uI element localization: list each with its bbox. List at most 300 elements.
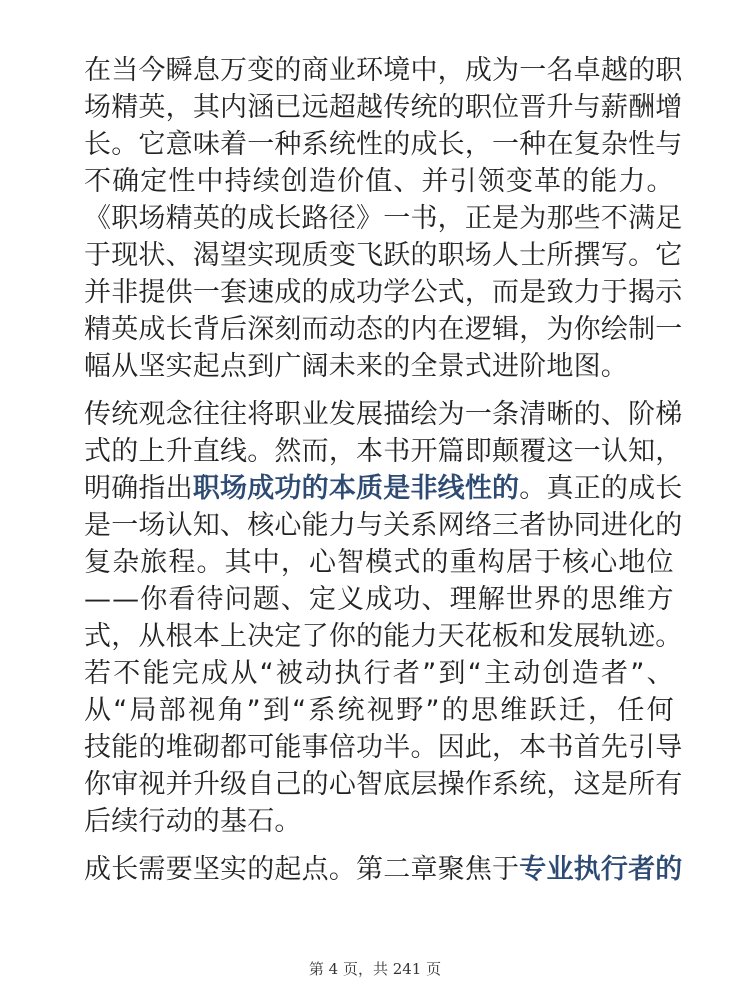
body-text: 为 — [437, 399, 465, 430]
body-text: 心 — [590, 547, 618, 578]
body-text: 瞬 — [165, 55, 193, 86]
body-text: 中 — [196, 166, 224, 197]
body-text: 角 — [217, 695, 245, 726]
body-text: 些 — [573, 203, 601, 234]
text-line — [84, 507, 683, 544]
body-text: 复 — [573, 129, 601, 160]
body-text: 居 — [505, 547, 534, 578]
emphasis-text: 是 — [383, 473, 411, 504]
body-text: 出 — [165, 473, 193, 504]
body-text: 解 — [477, 584, 505, 615]
body-text: 英 — [192, 203, 221, 234]
body-text: 跃 — [383, 240, 411, 271]
body-text: 力 — [328, 510, 357, 541]
body-text: 统 — [337, 695, 365, 726]
body-text: 绘 — [410, 399, 438, 430]
body-text: 质 — [301, 240, 329, 271]
body-text: 渴 — [192, 240, 221, 271]
body-text: 不 — [600, 203, 629, 234]
body-text: 到 — [438, 658, 466, 689]
emphasis-text: 质 — [356, 473, 384, 504]
body-text: 同 — [573, 510, 601, 541]
body-text: 名 — [546, 55, 574, 86]
body-text: 场 — [138, 203, 166, 234]
body-text: 位 — [492, 92, 520, 123]
body-text: 义 — [337, 584, 365, 615]
body-text: 已 — [274, 92, 302, 123]
text-line — [84, 729, 683, 766]
body-text: 问 — [224, 584, 252, 615]
body-text: 一 — [655, 314, 683, 345]
body-text: 士 — [519, 240, 547, 271]
body-text: 中 — [252, 547, 280, 578]
body-text: 、 — [165, 240, 193, 271]
body-text: 书 — [546, 732, 574, 763]
body-text: 精 — [165, 203, 193, 234]
body-text: 第 — [356, 854, 384, 885]
body-text: 其 — [192, 92, 221, 123]
body-text: 焦 — [464, 854, 493, 885]
body-text: 式 — [84, 621, 112, 652]
body-text: 的 — [356, 621, 384, 652]
body-text: 确 — [111, 473, 139, 504]
body-text: 续 — [252, 166, 280, 197]
body-text: 、 — [220, 510, 248, 541]
body-text: 晰 — [546, 399, 574, 430]
emphasis-text: 成 — [247, 473, 275, 504]
body-text: 题 — [252, 584, 280, 615]
body-text: 实 — [247, 240, 275, 271]
body-text: 于 — [84, 240, 112, 271]
body-text: 写 — [600, 240, 629, 271]
body-text: 者 — [392, 658, 421, 689]
body-text: 二 — [383, 854, 411, 885]
body-text: 于 — [600, 277, 629, 308]
body-text: 成 — [84, 854, 112, 885]
emphasis-text: 者 — [628, 854, 656, 885]
body-text: 致 — [546, 277, 574, 308]
body-text: 将 — [247, 399, 275, 430]
body-text: 绘 — [600, 314, 629, 345]
body-text: 不 — [84, 166, 112, 197]
body-text: 往 — [220, 399, 248, 430]
body-text: 的 — [383, 314, 411, 345]
body-text: 并 — [165, 769, 193, 800]
body-text: 商 — [301, 55, 329, 86]
body-text: 变 — [247, 55, 275, 86]
body-text: 其 — [224, 547, 252, 578]
body-text: 精 — [84, 314, 112, 345]
body-text: 价 — [337, 166, 365, 197]
body-text: ” — [422, 658, 437, 689]
body-text: 认 — [600, 436, 629, 467]
text-line — [84, 470, 683, 507]
body-text: 于 — [492, 854, 520, 885]
body-text: 英 — [138, 92, 166, 123]
body-text: 的 — [437, 92, 465, 123]
body-text: 知 — [628, 436, 656, 467]
body-text: 那 — [546, 203, 574, 234]
body-text: 事 — [301, 732, 329, 763]
body-text: 职 — [111, 203, 139, 234]
body-text: 任 — [617, 695, 645, 726]
body-text: 造 — [309, 166, 337, 197]
body-text: 的 — [274, 55, 302, 86]
text-line — [84, 348, 674, 385]
body-text: 实 — [220, 854, 248, 885]
text-line — [84, 851, 683, 888]
emphasis-text: 职 — [192, 473, 221, 504]
body-text: — — [112, 584, 140, 615]
emphasis-text: 的 — [655, 854, 683, 885]
body-text: 创 — [280, 166, 309, 197]
body-text: 的 — [421, 547, 449, 578]
body-text: 力 — [618, 166, 646, 197]
body-text: 念 — [165, 399, 193, 430]
text-line — [84, 89, 683, 126]
body-text: 功 — [393, 584, 421, 615]
body-text: 辑 — [492, 314, 520, 345]
text-line — [84, 126, 683, 163]
body-text: ， — [655, 436, 683, 467]
body-text: “ — [467, 658, 482, 689]
body-text: 统 — [410, 92, 438, 123]
body-text: 幅从坚实起点到广阔未来的全景式进阶地图。 — [84, 351, 628, 382]
body-text: 的 — [562, 584, 590, 615]
body-text: 成 — [410, 129, 438, 160]
body-text: 待 — [196, 584, 224, 615]
body-text: 了 — [301, 621, 329, 652]
body-text: 清 — [519, 399, 547, 430]
body-text: 能 — [142, 658, 170, 689]
body-text: 是 — [600, 769, 629, 800]
body-text: 供 — [165, 277, 193, 308]
body-text: 业 — [301, 399, 329, 430]
body-text: “ — [292, 695, 307, 726]
body-text: ， — [546, 769, 574, 800]
body-text: 现 — [111, 240, 139, 271]
body-text: 所 — [546, 240, 574, 271]
body-text: 能 — [301, 510, 329, 541]
body-text: ， — [111, 621, 139, 652]
body-text: 革 — [534, 166, 562, 197]
body-text: 的 — [628, 55, 656, 86]
body-text: 。 — [646, 166, 674, 197]
body-text: 理 — [449, 584, 477, 615]
body-text: 长 — [84, 129, 112, 160]
body-text: 统 — [111, 399, 139, 430]
body-text: 当 — [111, 55, 139, 86]
body-text: 晋 — [519, 92, 547, 123]
text-line — [84, 581, 674, 618]
body-text: 迁 — [558, 695, 586, 726]
emphasis-text: 执 — [573, 854, 601, 885]
body-text: 者 — [519, 510, 547, 541]
body-text: 非 — [111, 277, 139, 308]
emphasis-text: 非 — [410, 473, 438, 504]
body-text: 指 — [138, 473, 166, 504]
body-text: 力 — [573, 277, 601, 308]
body-text: 。 — [111, 129, 139, 160]
body-text: 这 — [546, 436, 574, 467]
body-text: 。 — [628, 240, 656, 271]
body-text: 职 — [274, 399, 302, 430]
emphasis-text: 性 — [464, 473, 493, 504]
emphasis-text: 本 — [328, 473, 357, 504]
body-text: 能 — [383, 621, 411, 652]
body-text: 成 — [201, 658, 229, 689]
body-text: 聚 — [437, 854, 465, 885]
body-text: 传 — [84, 399, 112, 430]
body-text: 半 — [383, 732, 411, 763]
paragraph — [84, 52, 683, 385]
body-text: 。 — [410, 732, 438, 763]
body-text: ， — [437, 203, 465, 234]
body-text: 操 — [437, 769, 465, 800]
body-text: ， — [165, 92, 193, 123]
body-text: 己 — [274, 769, 302, 800]
text-line — [84, 692, 674, 729]
body-text: 模 — [365, 547, 393, 578]
body-text: 成 — [138, 314, 166, 345]
body-text: 轨 — [600, 621, 629, 652]
body-text: 引 — [449, 166, 477, 197]
body-text: 种 — [519, 129, 547, 160]
body-text: 于 — [534, 547, 562, 578]
paragraph — [84, 851, 683, 888]
body-text: 主 — [483, 658, 512, 689]
body-text: 被 — [275, 658, 304, 689]
body-text: 能 — [111, 732, 139, 763]
body-text: 即 — [464, 436, 493, 467]
body-text: 成 — [328, 277, 357, 308]
body-text: 动 — [305, 658, 333, 689]
body-text: 薪 — [600, 92, 629, 123]
body-text: ， — [437, 55, 465, 86]
body-text: 功 — [356, 277, 384, 308]
emphasis-text: 的 — [301, 473, 329, 504]
body-text: 部 — [158, 695, 186, 726]
body-text: 智 — [356, 769, 384, 800]
body-text: 它 — [655, 240, 683, 271]
body-text: 场 — [464, 240, 493, 271]
body-text: 发 — [328, 399, 357, 430]
body-text: 撰 — [573, 240, 601, 271]
body-text: 络 — [464, 510, 493, 541]
document-body — [84, 52, 683, 899]
emphasis-text: 行 — [600, 854, 629, 885]
body-text: 本 — [519, 732, 547, 763]
emphasis-text: 业 — [546, 854, 574, 885]
body-text: 造 — [571, 658, 599, 689]
body-text: 的 — [301, 277, 329, 308]
body-text: 认 — [165, 510, 193, 541]
body-text: 卓 — [573, 55, 601, 86]
body-text: 一 — [192, 277, 221, 308]
body-text: 杂 — [600, 129, 629, 160]
body-text: ， — [492, 732, 520, 763]
body-text: 迹 — [628, 621, 656, 652]
body-text: 一 — [519, 55, 547, 86]
body-text: 的 — [655, 510, 683, 541]
body-text: 完 — [171, 658, 199, 689]
body-text: 展 — [356, 399, 384, 430]
text-line — [84, 766, 683, 803]
body-text: 你 — [328, 621, 357, 652]
body-text: 导 — [655, 732, 683, 763]
body-text: 场 — [138, 510, 166, 541]
body-text: 方 — [646, 584, 674, 615]
body-text: 一 — [111, 510, 139, 541]
body-text: 系 — [301, 129, 329, 160]
body-text: 线 — [220, 436, 248, 467]
body-text: 越 — [356, 92, 384, 123]
body-text: ， — [328, 436, 357, 467]
body-text: 程 — [168, 547, 196, 578]
body-text: 持 — [224, 166, 252, 197]
body-text: 内 — [410, 314, 438, 345]
body-text: 章 — [410, 854, 438, 885]
body-text: 从 — [138, 621, 166, 652]
body-text: 速 — [247, 277, 275, 308]
body-text: 思 — [470, 695, 499, 726]
body-text: 天 — [437, 621, 465, 652]
body-text: 重 — [449, 547, 477, 578]
body-text: 发 — [546, 621, 574, 652]
body-text: 成 — [274, 277, 302, 308]
body-text: 维 — [500, 695, 528, 726]
body-text: 逻 — [464, 314, 493, 345]
body-text: 是 — [84, 510, 112, 541]
body-text: 在 — [546, 129, 574, 160]
body-text: 上 — [220, 621, 248, 652]
body-text: ” — [246, 695, 261, 726]
text-line — [84, 163, 674, 200]
body-text: 环 — [356, 55, 384, 86]
body-text: 因 — [437, 732, 465, 763]
body-text: 的 — [383, 129, 411, 160]
body-text: 进 — [600, 510, 629, 541]
body-text: 。 — [655, 621, 683, 652]
body-text: 远 — [301, 92, 329, 123]
body-text: 位 — [646, 547, 674, 578]
body-text: 所 — [628, 769, 656, 800]
body-text: 今 — [138, 55, 166, 86]
body-text: 足 — [655, 203, 683, 234]
body-text: 职 — [655, 55, 683, 86]
body-text: 直 — [192, 436, 221, 467]
body-text: 着 — [220, 129, 248, 160]
body-text: 的 — [220, 203, 248, 234]
body-text: 能 — [590, 166, 618, 197]
body-text: 一 — [573, 436, 601, 467]
emphasis-text: 专 — [519, 854, 547, 885]
body-text: 态 — [356, 314, 384, 345]
body-text: 》 — [356, 203, 384, 234]
body-text: 级 — [220, 769, 248, 800]
body-text: 创 — [542, 658, 570, 689]
body-text: 系 — [410, 510, 438, 541]
body-text: 核 — [562, 547, 590, 578]
body-text: 套 — [220, 277, 248, 308]
body-text: 梯 — [655, 399, 683, 430]
body-text: 可 — [247, 732, 275, 763]
body-text: 内 — [220, 92, 248, 123]
body-text: 、 — [421, 584, 449, 615]
body-text: 的 — [301, 769, 329, 800]
body-text: 维 — [618, 584, 646, 615]
body-text: 阶 — [628, 399, 656, 430]
body-text: 技 — [84, 732, 112, 763]
body-text: 后 — [220, 314, 248, 345]
body-text: 越 — [600, 55, 629, 86]
body-text: 首 — [573, 732, 601, 763]
body-text: 思 — [590, 584, 618, 615]
body-text: 篇 — [437, 436, 465, 467]
body-text: 。 — [519, 473, 547, 504]
body-text: 长 — [655, 473, 683, 504]
body-text: 构 — [477, 547, 505, 578]
body-text: 成 — [628, 473, 656, 504]
body-text: 书 — [383, 436, 411, 467]
body-text: 先 — [600, 732, 629, 763]
body-text: 而 — [301, 436, 329, 467]
body-text: 系 — [308, 695, 336, 726]
body-text: 力 — [410, 621, 438, 652]
body-text: 往 — [192, 399, 221, 430]
body-text: “ — [259, 658, 274, 689]
body-text: 展 — [573, 621, 601, 652]
body-text: ” — [425, 695, 440, 726]
body-text: 作 — [464, 769, 493, 800]
body-text: 统 — [519, 769, 547, 800]
body-text: 深 — [247, 314, 275, 345]
body-text: 制 — [628, 314, 656, 345]
body-text: 提 — [138, 277, 166, 308]
paragraph — [84, 396, 683, 840]
body-text: 系 — [492, 769, 520, 800]
body-text: 底 — [383, 769, 411, 800]
body-text: 一 — [492, 129, 520, 160]
body-text: 的 — [410, 240, 438, 271]
body-text: 看 — [168, 584, 196, 615]
body-text: 此 — [464, 732, 493, 763]
body-text: 不 — [113, 658, 141, 689]
body-text: 根 — [165, 621, 193, 652]
body-text: 背 — [192, 314, 221, 345]
body-text: 它 — [138, 129, 166, 160]
body-text: 性 — [356, 129, 384, 160]
body-text: 而 — [492, 277, 520, 308]
text-line — [84, 618, 683, 655]
body-text: 能 — [274, 732, 302, 763]
body-text: 一 — [464, 399, 493, 430]
body-text: 观 — [138, 399, 166, 430]
body-text: 后续行动的基石。 — [84, 806, 302, 837]
body-text: 核 — [247, 510, 275, 541]
body-text: 变 — [328, 240, 357, 271]
body-text: 传 — [383, 92, 411, 123]
body-text: 境 — [383, 55, 411, 86]
body-text: 从 — [84, 695, 112, 726]
body-text: ， — [519, 314, 547, 345]
body-text: 式 — [437, 277, 465, 308]
body-text: 定 — [274, 621, 302, 652]
body-text: 定 — [140, 166, 168, 197]
body-text: 、 — [280, 584, 309, 615]
text-line — [84, 274, 683, 311]
body-text: 正 — [573, 473, 601, 504]
